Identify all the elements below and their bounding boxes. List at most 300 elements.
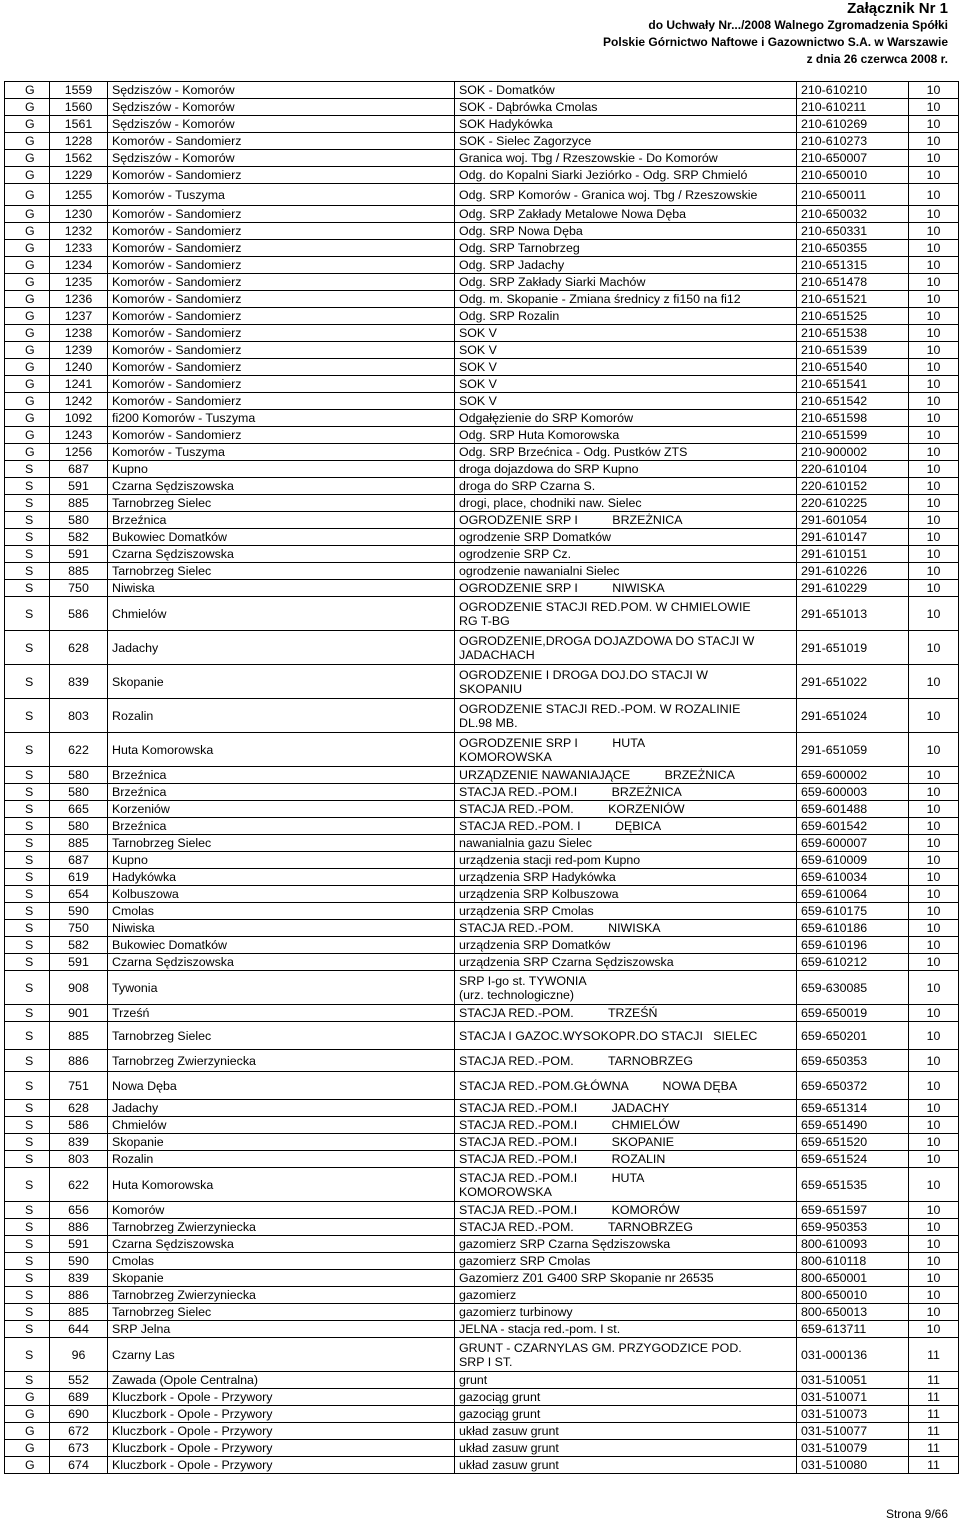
description-cell: STACJA RED.-POM.I HUTA KOMOROWSKA — [455, 1168, 797, 1202]
group-cell: 10 — [909, 1005, 959, 1022]
location-cell: Jadachy — [108, 1100, 455, 1117]
type-cell: S — [5, 1117, 50, 1134]
table-row — [5, 1338, 959, 1372]
number-cell: 1238 — [50, 325, 108, 342]
group-cell: 10 — [909, 529, 959, 546]
location-cell: Sędziszów - Komorów — [108, 99, 455, 116]
number-cell: 665 — [50, 801, 108, 818]
company-name: Polskie Górnictwo Naftowe i Gazownictwo S.A. w Warszawie — [603, 35, 948, 49]
type-cell: S — [5, 512, 50, 529]
table-row — [5, 342, 959, 359]
location-cell: Komorów - Tuszyma — [108, 184, 455, 206]
number-cell: 839 — [50, 1270, 108, 1287]
location-cell: Komorów - Sandomierz — [108, 133, 455, 150]
description-cell: STACJA RED.-POM. KORZENIÓW — [455, 801, 797, 818]
location-cell: fi200 Komorów - Tuszyma — [108, 410, 455, 427]
asset-code-cell: 031-510073 — [797, 1406, 909, 1423]
asset-code-cell: 291-651013 — [797, 597, 909, 631]
number-cell: 586 — [50, 597, 108, 631]
description-cell: Gazomierz Z01 G400 SRP Skopanie nr 26535 — [455, 1270, 797, 1287]
group-cell: 10 — [909, 886, 959, 903]
group-cell: 11 — [909, 1372, 959, 1389]
asset-code-cell: 659-610034 — [797, 869, 909, 886]
description-cell: Odg. SRP Nowa Dęba — [455, 223, 797, 240]
table-row — [5, 699, 959, 733]
number-cell: 1559 — [50, 82, 108, 99]
number-cell: 885 — [50, 835, 108, 852]
description-cell: OGRODZENIE STACJI RED.-POM. W ROZALINIE DL.98 MB. — [455, 699, 797, 733]
description-cell: drogi, place, chodniki naw. Sielec — [455, 495, 797, 512]
number-cell: 628 — [50, 1100, 108, 1117]
asset-code-cell: 659-600002 — [797, 767, 909, 784]
table-row — [5, 937, 959, 954]
location-cell: Tarnobrzeg Zwierzyniecka — [108, 1219, 455, 1236]
description-cell: gazomierz turbinowy — [455, 1304, 797, 1321]
type-cell: S — [5, 1270, 50, 1287]
asset-code-cell: 659-613711 — [797, 1321, 909, 1338]
number-cell: 96 — [50, 1338, 108, 1372]
table-row — [5, 184, 959, 206]
type-cell: S — [5, 1168, 50, 1202]
asset-code-cell: 800-650010 — [797, 1287, 909, 1304]
group-cell: 10 — [909, 240, 959, 257]
location-cell: Komorów - Sandomierz — [108, 325, 455, 342]
table-row — [5, 869, 959, 886]
group-cell: 10 — [909, 308, 959, 325]
description-cell: urządzenia SRP Hadykówka — [455, 869, 797, 886]
table-row — [5, 631, 959, 665]
description-cell: gazomierz SRP Cmolas — [455, 1253, 797, 1270]
asset-code-cell: 210-610269 — [797, 116, 909, 133]
attachment-title: Załącznik Nr 1 — [847, 0, 948, 17]
asset-code-cell: 659-601542 — [797, 818, 909, 835]
number-cell: 908 — [50, 971, 108, 1005]
group-cell: 10 — [909, 427, 959, 444]
asset-code-cell: 210-650010 — [797, 167, 909, 184]
type-cell: S — [5, 835, 50, 852]
group-cell: 10 — [909, 274, 959, 291]
table-row — [5, 376, 959, 393]
number-cell: 619 — [50, 869, 108, 886]
description-cell: Odgałęzienie do SRP Komorów — [455, 410, 797, 427]
type-cell: S — [5, 971, 50, 1005]
location-cell: Czarna Sędziszowska — [108, 1236, 455, 1253]
group-cell: 10 — [909, 1253, 959, 1270]
asset-code-cell: 210-651598 — [797, 410, 909, 427]
asset-code-cell: 031-510071 — [797, 1389, 909, 1406]
asset-code-cell: 291-610151 — [797, 546, 909, 563]
number-cell: 1228 — [50, 133, 108, 150]
group-cell: 10 — [909, 801, 959, 818]
table-row — [5, 1050, 959, 1072]
type-cell: S — [5, 852, 50, 869]
location-cell: Trześń — [108, 1005, 455, 1022]
group-cell: 10 — [909, 461, 959, 478]
number-cell: 580 — [50, 818, 108, 835]
group-cell: 10 — [909, 150, 959, 167]
description-cell: SOK - Domatków — [455, 82, 797, 99]
number-cell: 582 — [50, 937, 108, 954]
location-cell: Komorów - Sandomierz — [108, 393, 455, 410]
asset-register-body — [5, 82, 959, 1474]
group-cell: 10 — [909, 835, 959, 852]
location-cell: Komorów - Tuszyma — [108, 444, 455, 461]
asset-code-cell: 291-651019 — [797, 631, 909, 665]
table-row — [5, 1005, 959, 1022]
type-cell: S — [5, 597, 50, 631]
type-cell: S — [5, 1202, 50, 1219]
location-cell: Komorów - Sandomierz — [108, 359, 455, 376]
table-row — [5, 150, 959, 167]
location-cell: Kupno — [108, 852, 455, 869]
type-cell: S — [5, 478, 50, 495]
type-cell: S — [5, 801, 50, 818]
description-cell: STACJA RED.-POM. TRZEŚŃ — [455, 1005, 797, 1022]
description-cell: STACJA RED.-POM.I ROZALIN — [455, 1151, 797, 1168]
group-cell: 10 — [909, 597, 959, 631]
location-cell: Komorów — [108, 1202, 455, 1219]
type-cell: G — [5, 325, 50, 342]
asset-code-cell: 291-610226 — [797, 563, 909, 580]
location-cell: Niwiska — [108, 920, 455, 937]
document-header — [603, 0, 948, 68]
asset-code-cell: 210-610211 — [797, 99, 909, 116]
resolution-date: z dnia 26 czerwca 2008 r. — [806, 52, 948, 66]
description-cell: Odg. SRP Rozalin — [455, 308, 797, 325]
asset-code-cell: 210-650032 — [797, 206, 909, 223]
type-cell: S — [5, 903, 50, 920]
location-cell: Czarna Sędziszowska — [108, 954, 455, 971]
table-row — [5, 1253, 959, 1270]
location-cell: Zawada (Opole Centralna) — [108, 1372, 455, 1389]
asset-code-cell: 210-651521 — [797, 291, 909, 308]
type-cell: S — [5, 1304, 50, 1321]
group-cell: 10 — [909, 1050, 959, 1072]
asset-code-cell: 659-650353 — [797, 1050, 909, 1072]
location-cell: Skopanie — [108, 1134, 455, 1151]
number-cell: 1255 — [50, 184, 108, 206]
group-cell: 10 — [909, 1287, 959, 1304]
group-cell: 10 — [909, 784, 959, 801]
type-cell: S — [5, 954, 50, 971]
group-cell: 10 — [909, 937, 959, 954]
location-cell: Skopanie — [108, 1270, 455, 1287]
table-row — [5, 1236, 959, 1253]
table-row — [5, 1100, 959, 1117]
number-cell: 1240 — [50, 359, 108, 376]
type-cell: G — [5, 274, 50, 291]
type-cell: S — [5, 1321, 50, 1338]
description-cell: STACJA RED.-POM.GŁÓWNA NOWA DĘBA — [455, 1072, 797, 1100]
table-row — [5, 563, 959, 580]
asset-code-cell: 210-651478 — [797, 274, 909, 291]
number-cell: 654 — [50, 886, 108, 903]
location-cell: Tarnobrzeg Zwierzyniecka — [108, 1287, 455, 1304]
location-cell: Komorów - Sandomierz — [108, 376, 455, 393]
group-cell: 10 — [909, 1304, 959, 1321]
asset-code-cell: 210-900002 — [797, 444, 909, 461]
number-cell: 803 — [50, 1151, 108, 1168]
asset-code-cell: 659-651314 — [797, 1100, 909, 1117]
asset-code-cell: 210-651541 — [797, 376, 909, 393]
type-cell: G — [5, 1423, 50, 1440]
description-cell: gazociąg grunt — [455, 1406, 797, 1423]
number-cell: 590 — [50, 1253, 108, 1270]
table-row — [5, 529, 959, 546]
asset-code-cell: 220-610225 — [797, 495, 909, 512]
number-cell: 656 — [50, 1202, 108, 1219]
asset-code-cell: 210-651540 — [797, 359, 909, 376]
number-cell: 1233 — [50, 240, 108, 257]
description-cell: układ zasuw grunt — [455, 1423, 797, 1440]
description-cell: URZĄDZENIE NAWANIAJĄCE BRZEŻNICA — [455, 767, 797, 784]
description-cell: droga do SRP Czarna S. — [455, 478, 797, 495]
table-row — [5, 580, 959, 597]
type-cell: S — [5, 886, 50, 903]
table-row — [5, 495, 959, 512]
description-cell: JELNA - stacja red.-pom. I st. — [455, 1321, 797, 1338]
description-cell: STACJA RED.-POM. I DĘBICA — [455, 818, 797, 835]
type-cell: S — [5, 1005, 50, 1022]
group-cell: 10 — [909, 1117, 959, 1134]
location-cell: Brzeźnica — [108, 784, 455, 801]
number-cell: 628 — [50, 631, 108, 665]
type-cell: G — [5, 257, 50, 274]
asset-code-cell: 659-600003 — [797, 784, 909, 801]
location-cell: Brzeźnica — [108, 767, 455, 784]
location-cell: Sędziszów - Komorów — [108, 116, 455, 133]
location-cell: Bukowiec Domatków — [108, 937, 455, 954]
type-cell: S — [5, 1236, 50, 1253]
asset-code-cell: 659-610064 — [797, 886, 909, 903]
asset-code-cell: 800-650013 — [797, 1304, 909, 1321]
table-row — [5, 82, 959, 99]
location-cell: Kluczbork - Opole - Przywory — [108, 1406, 455, 1423]
description-cell: SOK V — [455, 359, 797, 376]
group-cell: 11 — [909, 1440, 959, 1457]
resolution-reference: do Uchwały Nr.../2008 Walnego Zgromadzenia Spółki — [648, 18, 948, 32]
number-cell: 750 — [50, 580, 108, 597]
table-row — [5, 1304, 959, 1321]
group-cell: 10 — [909, 206, 959, 223]
number-cell: 750 — [50, 920, 108, 937]
group-cell: 10 — [909, 869, 959, 886]
location-cell: Komorów - Sandomierz — [108, 257, 455, 274]
location-cell: Komorów - Sandomierz — [108, 427, 455, 444]
asset-code-cell: 659-651597 — [797, 1202, 909, 1219]
group-cell: 10 — [909, 631, 959, 665]
type-cell: S — [5, 1151, 50, 1168]
table-row — [5, 359, 959, 376]
description-cell: ogrodzenie SRP Cz. — [455, 546, 797, 563]
group-cell: 10 — [909, 512, 959, 529]
number-cell: 674 — [50, 1457, 108, 1474]
description-cell: SOK - Sielec Zagorzyce — [455, 133, 797, 150]
asset-code-cell: 659-950353 — [797, 1219, 909, 1236]
location-cell: Korzeniów — [108, 801, 455, 818]
location-cell: Nowa Dęba — [108, 1072, 455, 1100]
table-row — [5, 1219, 959, 1236]
group-cell: 10 — [909, 99, 959, 116]
type-cell: G — [5, 1457, 50, 1474]
asset-code-cell: 220-610104 — [797, 461, 909, 478]
table-row — [5, 1457, 959, 1474]
asset-code-cell: 659-651520 — [797, 1134, 909, 1151]
description-cell: OGRODZENIE,DROGA DOJAZDOWA DO STACJI W JADACHACH — [455, 631, 797, 665]
description-cell: SOK V — [455, 342, 797, 359]
group-cell: 10 — [909, 971, 959, 1005]
description-cell: ogrodzenie nawanialni Sielec — [455, 563, 797, 580]
location-cell: Czarna Sędziszowska — [108, 478, 455, 495]
type-cell: S — [5, 1253, 50, 1270]
number-cell: 1237 — [50, 308, 108, 325]
table-row — [5, 1270, 959, 1287]
description-cell: STACJA RED.-POM.I CHMIELÓW — [455, 1117, 797, 1134]
number-cell: 885 — [50, 1304, 108, 1321]
table-row — [5, 1423, 959, 1440]
location-cell: Jadachy — [108, 631, 455, 665]
group-cell: 11 — [909, 1457, 959, 1474]
type-cell: S — [5, 784, 50, 801]
description-cell: GRUNT - CZARNYLAS GM. PRZYGODZICE POD. SRP I ST. — [455, 1338, 797, 1372]
asset-code-cell: 210-651539 — [797, 342, 909, 359]
table-row — [5, 1287, 959, 1304]
type-cell: S — [5, 920, 50, 937]
group-cell: 10 — [909, 376, 959, 393]
number-cell: 751 — [50, 1072, 108, 1100]
type-cell: G — [5, 184, 50, 206]
group-cell: 10 — [909, 1072, 959, 1100]
location-cell: Tarnobrzeg Sielec — [108, 495, 455, 512]
type-cell: S — [5, 1219, 50, 1236]
location-cell: Tarnobrzeg Sielec — [108, 1304, 455, 1321]
table-row — [5, 1151, 959, 1168]
asset-code-cell: 210-610210 — [797, 82, 909, 99]
asset-code-cell: 659-610186 — [797, 920, 909, 937]
table-row — [5, 597, 959, 631]
number-cell: 886 — [50, 1219, 108, 1236]
type-cell: S — [5, 1372, 50, 1389]
group-cell: 10 — [909, 546, 959, 563]
number-cell: 886 — [50, 1287, 108, 1304]
asset-code-cell: 210-650331 — [797, 223, 909, 240]
description-cell: STACJA I GAZOC.WYSOKOPR.DO STACJI SIELEC — [455, 1022, 797, 1050]
group-cell: 10 — [909, 82, 959, 99]
number-cell: 1092 — [50, 410, 108, 427]
group-cell: 10 — [909, 495, 959, 512]
description-cell: układ zasuw grunt — [455, 1440, 797, 1457]
location-cell: Kluczbork - Opole - Przywory — [108, 1440, 455, 1457]
location-cell: Kluczbork - Opole - Przywory — [108, 1389, 455, 1406]
asset-code-cell: 210-610273 — [797, 133, 909, 150]
asset-code-cell: 659-600007 — [797, 835, 909, 852]
group-cell: 10 — [909, 133, 959, 150]
number-cell: 1561 — [50, 116, 108, 133]
number-cell: 839 — [50, 665, 108, 699]
asset-register-table — [4, 81, 959, 1474]
description-cell: SOK V — [455, 393, 797, 410]
description-cell: Odg. SRP Tarnobrzeg — [455, 240, 797, 257]
table-row — [5, 1202, 959, 1219]
description-cell: gazomierz — [455, 1287, 797, 1304]
table-row — [5, 801, 959, 818]
description-cell: STACJA RED.-POM.I JADACHY — [455, 1100, 797, 1117]
table-row — [5, 257, 959, 274]
type-cell: S — [5, 631, 50, 665]
number-cell: 886 — [50, 1050, 108, 1072]
table-row — [5, 410, 959, 427]
asset-code-cell: 659-651490 — [797, 1117, 909, 1134]
location-cell: Cmolas — [108, 1253, 455, 1270]
group-cell: 10 — [909, 167, 959, 184]
asset-code-cell: 210-650011 — [797, 184, 909, 206]
number-cell: 690 — [50, 1406, 108, 1423]
asset-code-cell: 210-651525 — [797, 308, 909, 325]
group-cell: 10 — [909, 818, 959, 835]
description-cell: Odg. SRP Komorów - Granica woj. Tbg / Rzeszowskie — [455, 184, 797, 206]
description-cell: Odg. SRP Brzećnica - Odg. Pustków ZTS — [455, 444, 797, 461]
location-cell: Brzeźnica — [108, 818, 455, 835]
number-cell: 591 — [50, 1236, 108, 1253]
location-cell: Sędziszów - Komorów — [108, 150, 455, 167]
type-cell: G — [5, 376, 50, 393]
table-row — [5, 835, 959, 852]
type-cell: S — [5, 1072, 50, 1100]
location-cell: Cmolas — [108, 903, 455, 920]
asset-code-cell: 659-650372 — [797, 1072, 909, 1100]
number-cell: 803 — [50, 699, 108, 733]
group-cell: 10 — [909, 903, 959, 920]
table-row — [5, 427, 959, 444]
location-cell: Komorów - Sandomierz — [108, 240, 455, 257]
table-row — [5, 206, 959, 223]
description-cell: SOK Hadykówka — [455, 116, 797, 133]
table-row — [5, 512, 959, 529]
location-cell: Rozalin — [108, 699, 455, 733]
description-cell: Odg. SRP Huta Komorowska — [455, 427, 797, 444]
asset-code-cell: 659-650019 — [797, 1005, 909, 1022]
description-cell: STACJA RED.-POM.I KOMORÓW — [455, 1202, 797, 1219]
number-cell: 591 — [50, 546, 108, 563]
description-cell: OGRODZENIE STACJI RED.POM. W CHMIELOWIE RG T-BG — [455, 597, 797, 631]
table-row — [5, 133, 959, 150]
type-cell: S — [5, 767, 50, 784]
group-cell: 10 — [909, 359, 959, 376]
group-cell: 10 — [909, 1219, 959, 1236]
group-cell: 10 — [909, 920, 959, 937]
table-row — [5, 886, 959, 903]
number-cell: 885 — [50, 1022, 108, 1050]
type-cell: G — [5, 99, 50, 116]
description-cell: urządzenia SRP Cmolas — [455, 903, 797, 920]
group-cell: 10 — [909, 1134, 959, 1151]
group-cell: 10 — [909, 291, 959, 308]
location-cell: Tywonia — [108, 971, 455, 1005]
type-cell: S — [5, 580, 50, 597]
description-cell: urządzenia SRP Domatków — [455, 937, 797, 954]
description-cell: OGRODZENIE SRP I NIWISKA — [455, 580, 797, 597]
group-cell: 10 — [909, 116, 959, 133]
location-cell: Tarnobrzeg Sielec — [108, 1022, 455, 1050]
table-row — [5, 1168, 959, 1202]
type-cell: S — [5, 1134, 50, 1151]
group-cell: 10 — [909, 184, 959, 206]
number-cell: 885 — [50, 563, 108, 580]
asset-code-cell: 659-610175 — [797, 903, 909, 920]
number-cell: 689 — [50, 1389, 108, 1406]
number-cell: 672 — [50, 1423, 108, 1440]
description-cell: SOK V — [455, 325, 797, 342]
